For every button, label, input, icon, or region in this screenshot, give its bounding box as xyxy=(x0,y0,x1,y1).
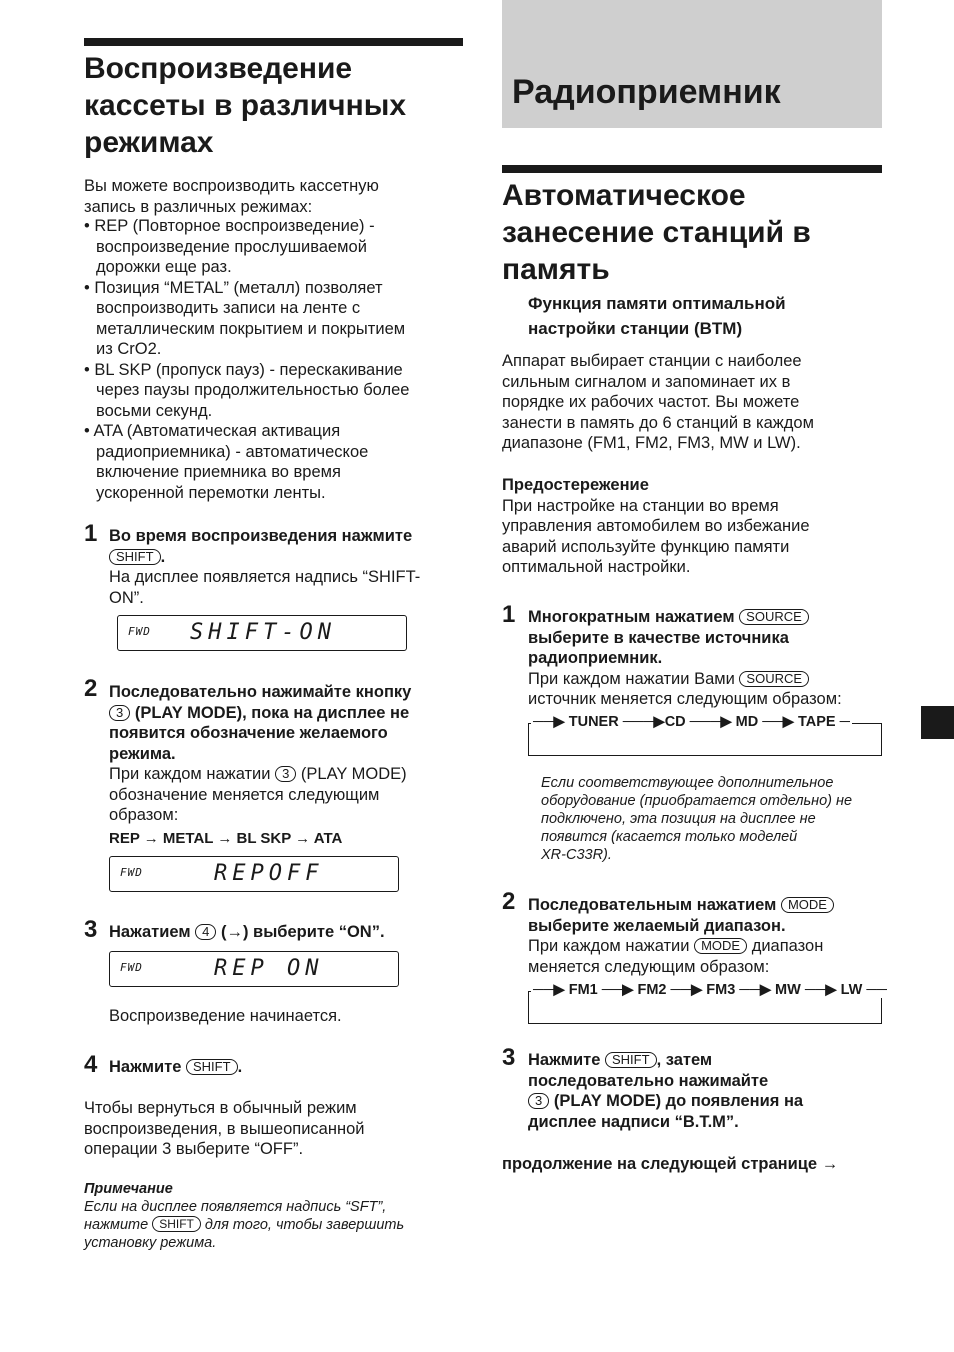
radio-step-3-text: Нажмите SHIFT , затем последовательно нажимайте 3 (PLAY MODE) до появления на дисплее надписи “B.T.M”. xyxy=(528,1051,804,1131)
left-title-rule xyxy=(84,38,463,46)
flow-tape: TAPE xyxy=(798,714,836,730)
mode-bullets xyxy=(84,216,464,503)
bullet-rep: • REP (Повторное воспроизведение) - воспроизведение прослушиваемой дорожки еще раз. xyxy=(84,217,375,276)
playback-starts: Воспроизведение начинается. xyxy=(109,1007,342,1025)
btm-subtitle: Функция памяти оптимальной настройки станции (BTM) xyxy=(528,294,786,338)
flow-tuner: TUNER xyxy=(568,714,619,730)
caution: Предостережение При настройке на станции во время управления автомобилем во избежание аварий используйте функцию памяти оптимальной настройки. xyxy=(502,476,810,576)
radio-step-2-text: Последовательным нажатием MODE выберите желаемый диапазон. При каждом нажатии MODE диапазон меняется следующим образом: xyxy=(528,895,883,977)
source-flow-diagram: ──▶ TUNER ───▶CD ───▶ MD ──▶ TAPE ─ xyxy=(528,723,882,756)
flow-fm1: FM1 xyxy=(568,982,598,998)
radio-step-3-number: 3 xyxy=(502,1044,516,1071)
radio-step-1-text: Многократным нажатием SOURCE выберите в качестве источника радиоприемник. При каждом нажатии Вами SOURCE источник меняется следующим образом: xyxy=(528,608,842,708)
step-2-number: 2 xyxy=(84,675,98,702)
band-flow-diagram: ──▶ FM1 ──▶ FM2 ──▶ FM3 ──▶ MW ──▶ LW ── xyxy=(528,991,882,1024)
key-4[interactable]: 4 xyxy=(195,924,216,940)
mode-sequence: REP → METAL → BL SKP → ATA xyxy=(109,830,343,847)
flow-fm3: FM3 xyxy=(706,982,736,998)
step-1-number: 1 xyxy=(84,520,98,547)
step-1-text: Во время воспроизведения нажмите SHIFT . На дисплее появляется надпись “SHIFT- ON”. xyxy=(109,527,421,607)
right-intro: Аппарат выбирает станции с наиболее сильным сигналом и запоминает их в порядке их рабочих частот. Вы можете занести в память до 6 станций в каждом диапазоне (FM1, FM2, FM3, MW и LW). xyxy=(502,352,814,452)
bullet-ata: • ATA (Автоматическая активация радиоприемника) - автоматическое включение приемника во время ускоренной перемотки ленты. xyxy=(84,422,369,502)
key-3[interactable]: 3 xyxy=(109,705,130,721)
continued-next-page: продолжение на следующей странице → xyxy=(502,1155,839,1173)
bullet-blskp: • BL SKP (пропуск пауз) - перескакивание через паузы продолжительностью более восьми секунд. xyxy=(84,360,410,420)
lcd-display-shift-on: FWD SHIFT-ON xyxy=(117,615,407,651)
shift-button-radio[interactable]: SHIFT xyxy=(605,1052,657,1068)
key-3-inline[interactable]: 3 xyxy=(275,766,296,782)
arrow: ──▶ xyxy=(533,714,569,730)
bullet-metal: • Позиция “METAL” (металл) позволяет воспроизводить записи на ленте с металлическим покрытием и покрытием из CrO2. xyxy=(84,278,406,358)
left-title: Воспроизведение кассеты в различных режимах xyxy=(84,52,407,159)
mode-button[interactable]: MODE xyxy=(781,897,834,913)
left-intro: Вы можете воспроизводить кассетную запись в различных режимах: xyxy=(84,177,379,216)
lcd-display-rep-off: FWD REPOFF xyxy=(109,856,399,892)
right-title: Автоматическое занесение станций в память xyxy=(502,179,811,286)
flow-lw: LW xyxy=(840,982,863,998)
section-header: Радиоприемник xyxy=(512,73,781,111)
key-3-radio[interactable]: 3 xyxy=(528,1093,549,1109)
radio-step-2-number: 2 xyxy=(502,888,516,915)
flow-cd: CD xyxy=(664,714,686,730)
return-to-normal: Чтобы вернуться в обычный режим воспроизведения, в вышеописанной операции 3 выберите “OFF”. xyxy=(84,1099,365,1158)
mode-button-inline[interactable]: MODE xyxy=(694,938,747,954)
source-note: Если соответствующее дополнительное оборудование (приобратается отдельно) не подключено, эта позиция на дисплее не появится (касается только моделей XR-C33R). xyxy=(541,775,853,863)
shift-button-step4[interactable]: SHIFT xyxy=(186,1059,238,1075)
note: Примечание Если на дисплее появляется надпись “SFT”, нажмите SHIFT для того, чтобы завершить установку режима. xyxy=(84,1181,405,1251)
page-tab-marker xyxy=(921,706,954,739)
source-button-inline[interactable]: SOURCE xyxy=(739,671,809,687)
radio-step-1-number: 1 xyxy=(502,601,516,628)
shift-button[interactable]: SHIFT xyxy=(109,549,161,565)
step-4-text: Нажмите SHIFT . xyxy=(109,1058,243,1076)
source-button[interactable]: SOURCE xyxy=(739,609,809,625)
step-2-text: Последовательно нажимайте кнопку 3 (PLAY MODE), пока на дисплее не появится обозначение желаемого режима. При каждом нажатии 3 (PLAY MODE) обозначение меняется следующим образом: xyxy=(109,683,412,824)
flow-fm2: FM2 xyxy=(637,982,667,998)
shift-button-note[interactable]: SHIFT xyxy=(152,1216,201,1232)
lcd-display-rep-on: FWD REP ON xyxy=(109,951,399,987)
step-3-text: Нажатием 4 (→) выберите “ON”. xyxy=(109,923,385,941)
flow-md: MD xyxy=(735,714,759,730)
step-4-number: 4 xyxy=(84,1051,98,1078)
step-3-number: 3 xyxy=(84,916,98,943)
flow-mw: MW xyxy=(775,982,801,998)
right-title-rule xyxy=(502,165,882,173)
